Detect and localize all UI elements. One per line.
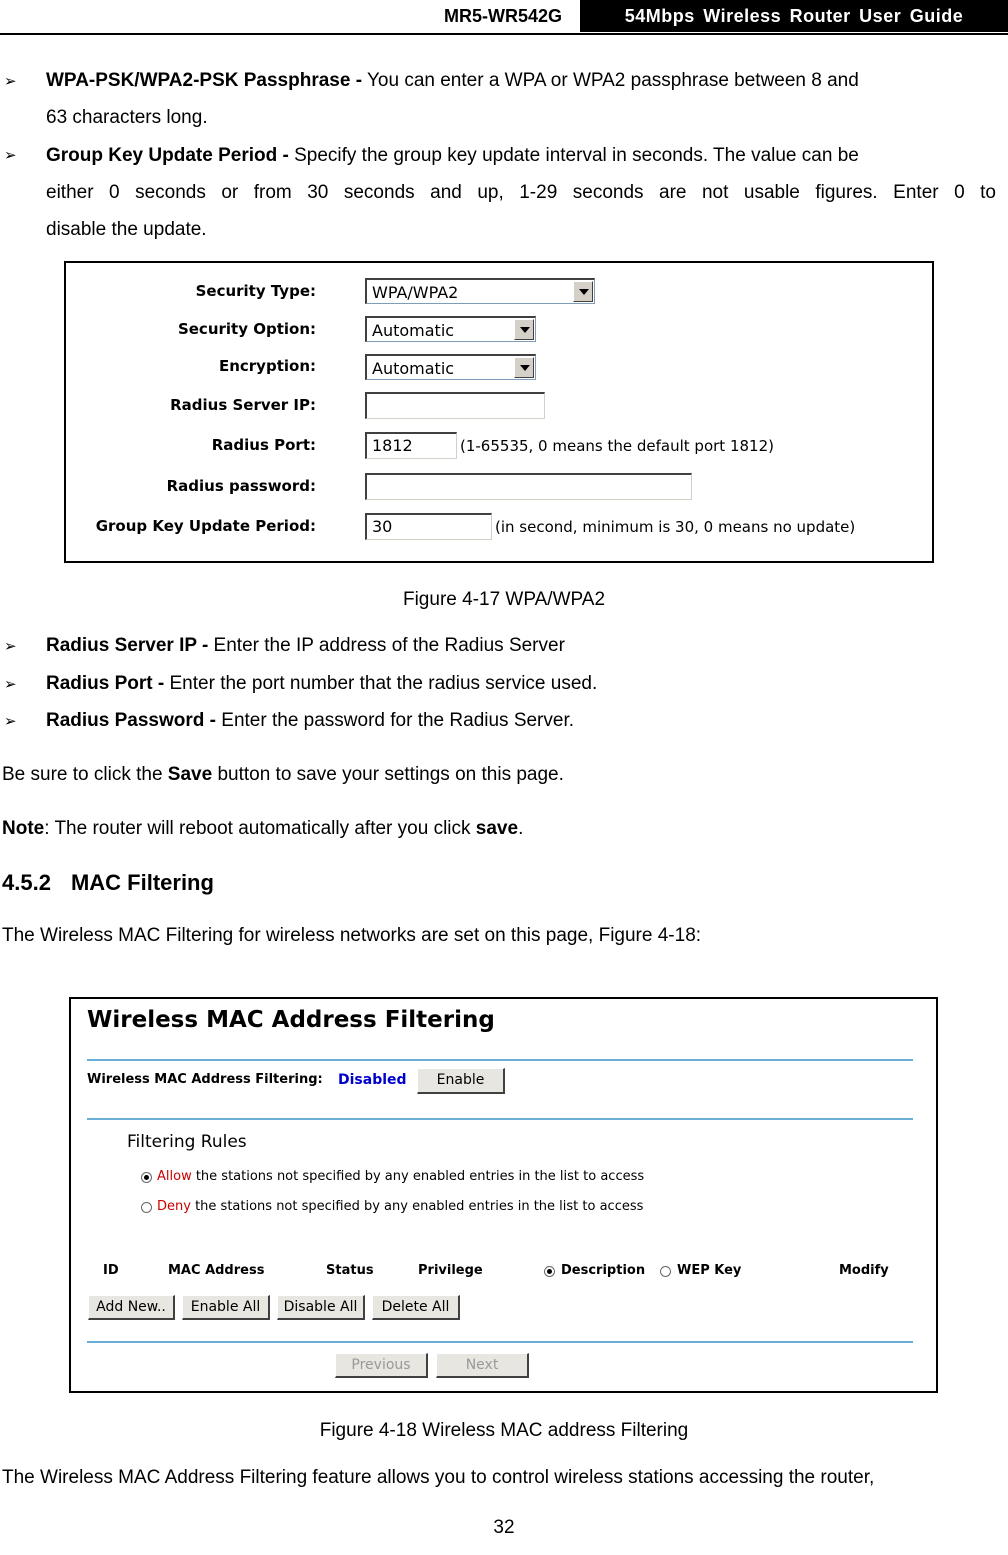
- label-radius-port: Radius Port:: [211, 436, 316, 454]
- section-heading: [2, 870, 214, 896]
- bullet-text: Specify the group key update interval in seconds. The value can be: [288, 145, 859, 166]
- bullet-radius-port: Radius Port - Enter the port number that the radius service used.: [46, 673, 598, 694]
- wep-key-radio[interactable]: [660, 1266, 671, 1277]
- label-security-option: Security Option:: [177, 320, 316, 338]
- mac-filter-status: Disabled: [338, 1072, 407, 1088]
- figure-mac-filtering: [69, 997, 938, 1393]
- enable-all-button[interactable]: Enable All: [182, 1295, 270, 1320]
- delete-all-button[interactable]: Delete All: [372, 1295, 460, 1320]
- divider: [87, 1118, 913, 1120]
- bullet-term: WPA-PSK/WPA2-PSK Passphrase -: [46, 70, 363, 91]
- add-new-button[interactable]: Add New..: [88, 1295, 175, 1320]
- bullet-text-cont: disable the update.: [46, 219, 207, 240]
- filtering-rules-title: Filtering Rules: [127, 1132, 247, 1152]
- deny-rule-text: Deny the stations not specified by any enabled entries in the list to access: [157, 1199, 644, 1214]
- deny-radio[interactable]: [141, 1202, 152, 1213]
- bullet-arrow-icon: ➢: [4, 73, 17, 90]
- enable-button[interactable]: Enable: [417, 1068, 505, 1094]
- label-radius-password: Radius password:: [166, 477, 316, 495]
- bullet-arrow-icon: ➢: [4, 713, 17, 730]
- allow-rule-text: Allow the stations not specified by any enabled entries in the list to access: [157, 1169, 645, 1184]
- bullet-group-key: [46, 137, 996, 248]
- figure-wpa-form: [64, 261, 934, 563]
- section-intro: The Wireless MAC Filtering for wireless networks are set on this page, Figure 4-18:: [2, 925, 702, 946]
- page-number: 32: [493, 1517, 515, 1538]
- header-rule: [0, 33, 1008, 35]
- radius-port-input[interactable]: 1812: [365, 432, 457, 459]
- col-privilege: Privilege: [418, 1263, 483, 1278]
- encryption-select[interactable]: Automatic: [365, 354, 536, 380]
- radius-port-hint: (1-65535, 0 means the default port 1812): [460, 437, 774, 455]
- mac-filter-label: Wireless MAC Address Filtering:: [87, 1072, 323, 1087]
- figure-caption: Figure 4-17 WPA/WPA2: [402, 589, 606, 610]
- group-key-input[interactable]: 30: [365, 513, 492, 540]
- label-radius-ip: Radius Server IP:: [170, 396, 316, 414]
- group-key-hint: (in second, minimum is 30, 0 means no update): [495, 518, 856, 536]
- col-wep-key: WEP Key: [677, 1263, 742, 1278]
- note-paragraph: Note: The router will reboot automatically after you click save.: [2, 818, 524, 839]
- mac-page-title: Wireless MAC Address Filtering: [87, 1007, 495, 1033]
- section-title: MAC Filtering: [70, 870, 214, 895]
- chevron-down-icon: [514, 319, 534, 340]
- bullet-term: Group Key Update Period -: [46, 145, 289, 166]
- disable-all-button[interactable]: Disable All: [277, 1295, 365, 1320]
- bullet-arrow-icon: ➢: [4, 638, 17, 655]
- save-paragraph: Be sure to click the Save button to save your settings on this page.: [2, 764, 564, 785]
- col-mac-address: MAC Address: [168, 1263, 265, 1278]
- col-modify: Modify: [839, 1263, 889, 1278]
- bullet-radius-password: Radius Password - Enter the password for the Radius Server.: [46, 710, 575, 731]
- next-button[interactable]: Next: [436, 1353, 529, 1378]
- label-group-key: Group Key Update Period:: [95, 517, 316, 535]
- header-model: MR5-WR542G: [443, 6, 563, 26]
- figure-caption: Figure 4-18 Wireless MAC address Filtering: [319, 1420, 689, 1441]
- previous-button[interactable]: Previous: [335, 1353, 428, 1378]
- radius-password-input[interactable]: [365, 473, 692, 500]
- header-guide-title: 54Mbps Wireless Router User Guide: [580, 0, 1008, 32]
- divider: [87, 1341, 913, 1343]
- divider: [87, 1059, 913, 1061]
- col-status: Status: [326, 1263, 374, 1278]
- bullet-text-cont: either 0 seconds or from 30 seconds and up, 1-29 seconds are not usable figures. Enter 0 to: [46, 182, 996, 203]
- label-security-type: Security Type:: [195, 282, 316, 300]
- allow-radio[interactable]: [141, 1172, 152, 1183]
- chevron-down-icon: [573, 281, 593, 302]
- section-number: 4.5.2: [2, 870, 51, 895]
- security-option-select[interactable]: Automatic: [365, 316, 536, 342]
- security-type-select[interactable]: WPA/WPA2: [365, 278, 595, 304]
- col-description: Description: [561, 1263, 646, 1278]
- bullet-radius-ip: Radius Server IP - Enter the IP address of the Radius Server: [46, 635, 565, 656]
- description-radio[interactable]: [544, 1266, 555, 1277]
- bullet-arrow-icon: ➢: [4, 676, 17, 693]
- col-id: ID: [103, 1263, 119, 1278]
- closing-paragraph: The Wireless MAC Address Filtering feature allows you to control wireless stations accessing the router,: [2, 1467, 875, 1488]
- bullet-text: You can enter a WPA or WPA2 passphrase between 8 and: [362, 70, 859, 91]
- bullet-arrow-icon: ➢: [4, 147, 17, 164]
- bullet-text-cont: 63 characters long.: [46, 107, 208, 128]
- label-encryption: Encryption:: [218, 357, 316, 375]
- bullet-passphrase: [46, 62, 996, 136]
- chevron-down-icon: [514, 357, 534, 378]
- radius-ip-input[interactable]: [365, 392, 545, 419]
